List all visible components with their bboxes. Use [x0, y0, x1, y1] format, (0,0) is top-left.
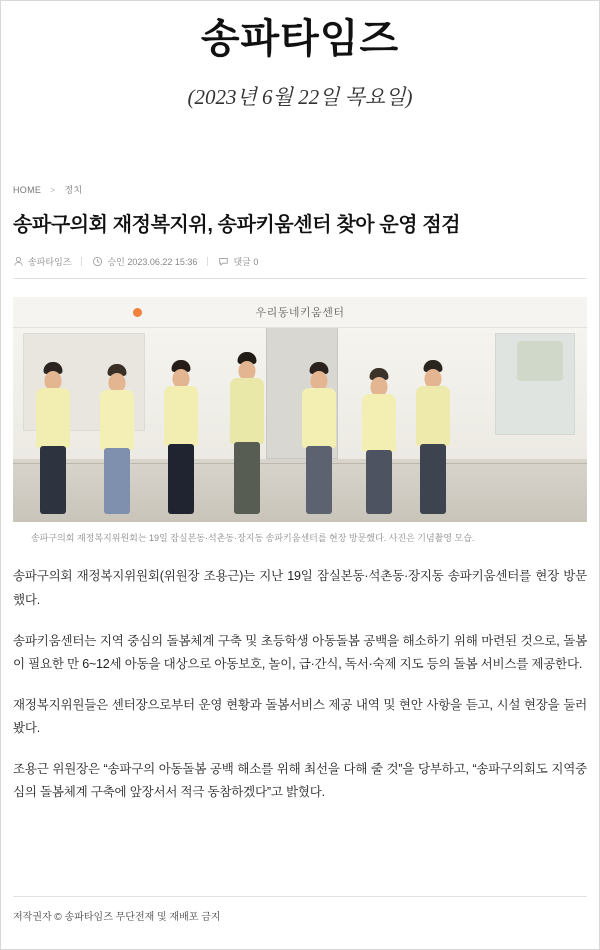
- site-masthead: [1, 1, 599, 111]
- clock-icon: [92, 256, 103, 267]
- byline-rule: [13, 278, 587, 279]
- comment-icon: [218, 256, 229, 267]
- copyright-notice: 저작권자 © 송파타임즈 무단전재 및 재배포 금지: [13, 912, 221, 923]
- byline-author: [13, 255, 71, 268]
- byline-published: [92, 255, 197, 268]
- footer-rule: [13, 896, 587, 897]
- site-title: 송파타임즈: [200, 16, 400, 62]
- byline-divider-2: [207, 257, 208, 266]
- article-paragraph: 송파구의회 재정복지위원회(위원장 조용근)는 지난 19일 잠실본동·석촌동·장지동 송파키움센터를 현장 방문했다.: [13, 569, 587, 607]
- issue-date: (2023년 6월 22일 목요일): [187, 85, 413, 109]
- article-paragraph: 재정복지위원들은 센터장으로부터 운영 현황과 돌봄서비스 제공 내역 및 현안 사항을 듣고, 시설 현장을 둘러봤다.: [13, 697, 587, 736]
- breadcrumb-section[interactable]: 정치: [64, 185, 83, 195]
- center-logo-icon: [133, 308, 142, 317]
- page-title: 송파구의회 재정복지위, 송파키움센터 찾아 운영 점검: [13, 214, 461, 236]
- user-icon: [13, 256, 24, 267]
- article-byline: [1, 255, 599, 278]
- article-photo: [13, 297, 587, 522]
- breadcrumb: [1, 183, 599, 196]
- photo-people-group: [13, 344, 587, 514]
- article-paragraph: 송파키움센터는 지역 중심의 돌봄체계 구축 및 초등학생 아동돌봄 공백을 해소하기 위해 마련된 것으로, 돌봄이 필요한 만 6~12세 아동을 대상으로 아동보호, 놀이, 급·간식, 독서·숙제 지도 등의 돌봄 서비스를 제공한다.: [13, 633, 587, 671]
- breadcrumb-home[interactable]: HOME: [13, 185, 42, 195]
- photo-sign-text: 우리동네키움센터: [255, 307, 345, 319]
- article-body: [13, 565, 587, 804]
- breadcrumb-separator-icon: >: [50, 185, 56, 195]
- byline-published-label: 승인 2023.06.22 15:36: [107, 257, 198, 267]
- byline-comments[interactable]: [218, 255, 258, 268]
- photo-caption: 송파구의회 재정복지위원회는 19일 잠실본동·석촌동·장지동 송파키움센터를 현장 방문했다. 사진은 기념촬영 모습.: [31, 533, 475, 543]
- article-figure: [13, 297, 587, 545]
- byline-comments-label: 댓글 0: [233, 257, 259, 267]
- byline-divider: [81, 257, 82, 266]
- article-paragraph: 조용근 위원장은 “송파구의 아동돌봄 공백 해소를 위해 최선을 다해 줄 것”을 당부하고, “송파구의회도 지역중심의 돌봄체계 구축에 앞장서서 적극 동참하겠다”고 밝혔다.: [13, 762, 587, 800]
- byline-author-label: 송파타임즈: [28, 257, 72, 267]
